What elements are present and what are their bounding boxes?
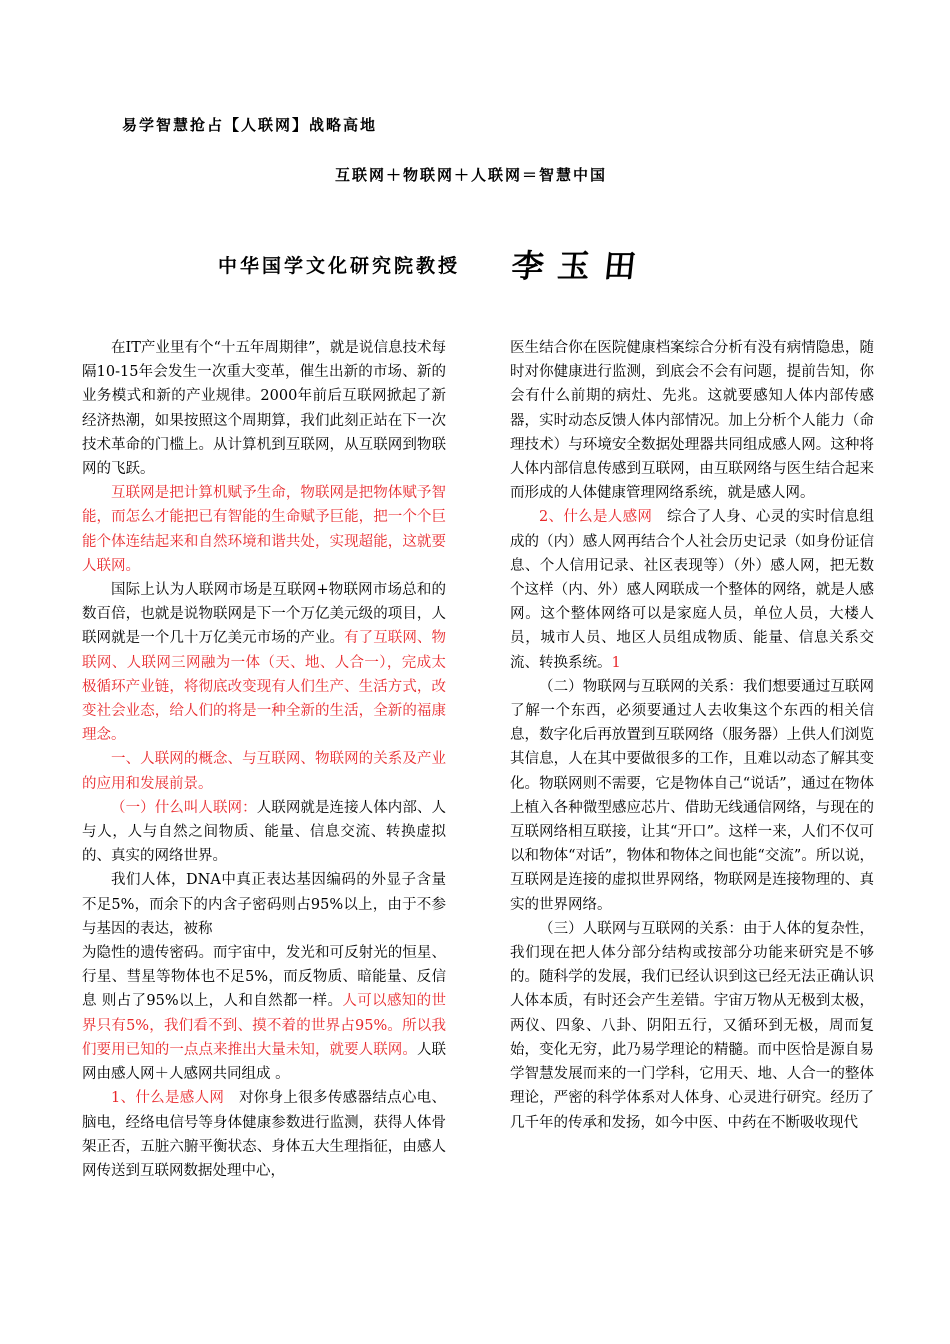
paragraph-highlight: 人可以感知的世界只有5%，我们看不到、摸不着的世界占95%。所以我们要用已知的一点点来推出大量未知，就要人联网。 — [82, 993, 447, 1058]
author-institution: 中华国学文化研究院教授 — [218, 254, 461, 277]
paragraph-highlight: 互联网是把计算机赋予生命，物联网是把物体赋予智能，而怎么才能把已有智能的生命赋予巨能，把一个个巨能个体连结起来和自然环境和谐共处，实现超能，这就要人联网。 — [82, 485, 446, 574]
article-subtitle: 互联网＋物联网＋人联网＝智慧中国 — [335, 166, 608, 184]
paragraph-highlight: 有了互联网、物联网、人联网三网融为一体（天、地、人合一），完成太极循环产业链，将彻底改变现有人们生产、生活方式，改变社会业态，给人们的将是一种全新的生活，全新的福康理念。 — [82, 630, 446, 744]
paragraph: 我们人体，DNA中真正表达基因编码的外显子含量不足5%，而余下的内含子密码则占95%以上，由于不参与基因的表达，被称 — [82, 872, 446, 937]
paragraph-text: 综合了人身、心灵的实时信息组成的（内）感人网再结合个人社会历史记录（如身份证信息、个人信用记录、社区表现等）（外）感人网，把无数个这样（内、外）感人网联成一个整体的网络，就是人感网。这个整体网络可以是家庭人员，单位人员，大楼人员，城市人员、地区人员组成物质、能量、信息关系交流、转换系统。 — [510, 509, 874, 671]
article-title: 易学智慧抢占【人联网】战略高地 — [122, 116, 378, 134]
paragraph — [82, 796, 446, 869]
right-column — [510, 336, 874, 1135]
subsection-heading: （一）什么叫人联网： — [111, 799, 257, 816]
paragraph: （三）人联网与互联网的关系：由于人体的复杂性，我们现在把人体分部分结构或按部分功能来研究是不够的。随科学的发展，我们已经认识到这已经无法正确认识人体本质，有时还会产生差错。宇宙万物从无极到太极，两仪、四象、八卦、阴阳五行，又循环到无极，周而复始，变化无穷，此乃易学理论的精髓。而中医恰是源自易学智慧发展而来的一门学科，它用天、地、人合一的整体理论，严密的科学体系对人体身、心灵进行研究。经历了几千年的传承和发扬，如今中医、中药在不断吸收现代 — [510, 920, 874, 1131]
paragraph: 在IT产业里有个“十五年周期律”，就是说信息技术每隔10-15年会发生一次重大变革，催生出新的市场、新的业务模式和新的产业规律。2000年前后互联网掀起了新经济热潮，如果按照这个周期算，我们此刻正站在下一次技术革命的门槛上。从计算机到互联网，从互联网到物联网的飞跃。 — [82, 340, 446, 478]
paragraph — [82, 578, 446, 747]
section-heading: 一、人联网的概念、与互联网、物联网的关系及产业的应用和发展前景。 — [82, 751, 446, 792]
paragraph-text: 国际上认为人联网市场是互联网+物联网市场总和的数百倍，也就是说物联网是下一个万亿美元级的项目，人联网就是一个几十万亿美元市场的产业。 — [82, 582, 446, 647]
left-column — [82, 336, 446, 1183]
paragraph-text: 对你身上很多传感器结点心电、脑电，经络电信号等身体健康参数进行监测，获得人体骨架正否，五脏六腑平衡状态、身体五大生理指征，由感人网传送到互联网数据处理中心， — [82, 1090, 446, 1179]
author-name: 李玉田 — [509, 247, 652, 285]
paragraph-text: 为隐性的遗传密码。而宇宙中，发光和可反射光的恒星、行星、彗星等物体也不足5%，而反物质、暗能量、反信息 则占了95%以上，人和自然都一样。 — [82, 945, 446, 1010]
subsection-heading: 2、什么是人感网 — [539, 509, 653, 526]
paragraph-text: 人联网由感人网＋人感网共同组成 。 — [82, 1041, 446, 1083]
paragraph — [510, 505, 874, 674]
subsection-heading: 1、什么是感人网 — [111, 1090, 225, 1107]
paragraph — [82, 941, 446, 1086]
paragraph: （二）物联网与互联网的关系：我们想要通过互联网了解一个东西，必须要通过人去收集这个东西的相关信息，数字化后再放置到互联网络（服务器）上供人们浏览其信息，人在其中要做很多的工作，且难以动态了解其变化。物联网则不需要，它是物体自己“说话”，通过在物体上植入各种微型感应芯片、借助无线通信网络，与现在的互联网络相互联接，让其“开口”。这样一来，人们不仅可以和物体“对话”，物体和物体之间也能“交流”。所以说，互联网是连接的虚拟世界网络，物联网是连接物理的、真实的世界网络。 — [510, 678, 874, 913]
paragraph: 医生结合你在医院健康档案综合分析有没有病情隐患，随时对你健康进行监测，到底会不会有问题，提前告知，你会有什么前期的病灶、先兆。这就要感知人体内部传感器，实时动态反馈人体内部情况。加上分析个人能力（命理技术）与环境安全数据处理器共同组成感人网。这种将人体内部信息传感到互联网，由互联网络与医生结合起来而形成的人体健康管理网络系统，就是感人网。 — [510, 340, 874, 502]
paragraph — [82, 1086, 446, 1183]
paragraph-text: 人联网就是连接人体内部、人与人，人与自然之间物质、能量、信息交流、转换虚拟的、真实的网络世界。 — [82, 799, 447, 865]
author-line — [218, 244, 650, 284]
footnote-mark: 1 — [611, 654, 621, 671]
